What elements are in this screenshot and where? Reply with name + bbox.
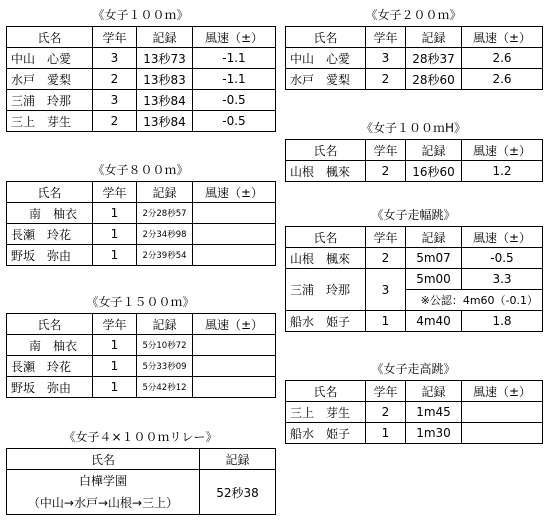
athlete-name: 南 柚衣 <box>7 335 93 356</box>
relay-members: （中山→水戸→山根→三上） <box>27 496 179 510</box>
athlete-grade: 1 <box>93 245 137 266</box>
header-grade: 学年 <box>366 381 406 402</box>
athlete-grade: 1 <box>366 423 406 444</box>
athlete-grade: 2 <box>366 402 406 423</box>
w200-section <box>285 7 543 90</box>
table-row <box>286 269 543 290</box>
table-row <box>7 90 276 111</box>
header-record: 記録 <box>406 227 462 248</box>
header-wind: 風速（±） <box>462 27 543 48</box>
header-row <box>286 27 543 48</box>
w800-title: 《女子８００ｍ》 <box>92 163 189 177</box>
table-row <box>7 111 276 132</box>
table-row <box>286 48 543 69</box>
header-row <box>7 449 276 470</box>
athlete-wind <box>193 335 276 356</box>
athlete-wind: 1.8 <box>462 311 543 332</box>
athlete-name: 南 柚衣 <box>7 203 93 224</box>
header-name: 氏名 <box>286 140 366 161</box>
header-grade: 学年 <box>93 182 137 203</box>
athlete-name: 水戸 愛梨 <box>7 69 93 90</box>
relay-team-cell <box>7 470 200 515</box>
header-row <box>286 227 543 248</box>
highjump-section <box>285 361 543 444</box>
athlete-name: 野坂 弥由 <box>7 245 93 266</box>
header-row <box>286 140 543 161</box>
athlete-record: 28秒37 <box>406 48 462 69</box>
athlete-wind: 2.6 <box>462 69 543 90</box>
w100-section <box>6 7 276 132</box>
athlete-record: 5分42秒12 <box>137 377 193 398</box>
header-row <box>286 381 543 402</box>
athlete-name: 三上 芽生 <box>7 111 93 132</box>
header-grade: 学年 <box>366 27 406 48</box>
athlete-record: 16秒60 <box>406 161 462 182</box>
table-row <box>7 377 276 398</box>
athlete-wind: -0.5 <box>462 248 543 269</box>
athlete-grade: 1 <box>93 377 137 398</box>
athlete-grade: 2 <box>366 248 406 269</box>
header-row <box>7 314 276 335</box>
athlete-name: 山根 楓來 <box>286 161 366 182</box>
athlete-wind <box>193 203 276 224</box>
athlete-record: 4m40 <box>406 311 462 332</box>
athlete-record: 13秒73 <box>137 48 193 69</box>
longjump-title: 《女子走幅跳》 <box>371 208 456 222</box>
table-row <box>7 48 276 69</box>
athlete-grade: 3 <box>366 269 406 311</box>
athlete-record: 2分28秒57 <box>137 203 193 224</box>
table-row <box>7 356 276 377</box>
header-name: 氏名 <box>286 27 366 48</box>
w1500-table <box>6 313 276 398</box>
header-name: 氏名 <box>7 27 93 48</box>
athlete-name: 長瀬 玲花 <box>7 224 93 245</box>
official-record-note: ※公認：4m60（-0.1） <box>406 290 543 311</box>
w100-table <box>6 26 276 132</box>
athlete-grade: 1 <box>93 356 137 377</box>
w100h-title: 《女子１００ｍH》 <box>360 121 467 135</box>
athlete-wind: -1.1 <box>193 48 276 69</box>
athlete-wind: -1.1 <box>193 69 276 90</box>
table-row <box>286 402 543 423</box>
athlete-wind <box>193 245 276 266</box>
header-name: 氏名 <box>7 449 200 470</box>
athlete-wind <box>462 402 543 423</box>
athlete-wind <box>193 356 276 377</box>
table-row <box>286 248 543 269</box>
header-name: 氏名 <box>286 381 366 402</box>
relay-section <box>6 429 276 515</box>
athlete-record: 28秒60 <box>406 69 462 90</box>
athlete-grade: 2 <box>366 161 406 182</box>
athlete-wind: 2.6 <box>462 48 543 69</box>
athlete-wind: -0.5 <box>193 90 276 111</box>
athlete-record: 2分34秒98 <box>137 224 193 245</box>
athlete-record: 1m30 <box>406 423 462 444</box>
athlete-name: 三浦 玲那 <box>7 90 93 111</box>
table-row <box>286 161 543 182</box>
athlete-name: 三上 芽生 <box>286 402 366 423</box>
header-row <box>7 182 276 203</box>
w1500-section <box>6 294 276 398</box>
athlete-grade: 2 <box>366 69 406 90</box>
table-row <box>286 311 543 332</box>
header-wind: 風速（±） <box>462 381 543 402</box>
table-row <box>7 69 276 90</box>
athlete-name: 中山 心愛 <box>7 48 93 69</box>
relay-record: 52秒38 <box>200 470 276 515</box>
athlete-name: 野坂 弥由 <box>7 377 93 398</box>
athlete-wind <box>193 377 276 398</box>
athlete-record: 5分33秒09 <box>137 356 193 377</box>
w200-table <box>285 26 543 90</box>
athlete-name: 水戸 愛梨 <box>286 69 366 90</box>
athlete-record: 5m00 <box>406 269 462 290</box>
header-name: 氏名 <box>7 182 93 203</box>
athlete-grade: 3 <box>366 48 406 69</box>
athlete-wind <box>462 423 543 444</box>
athlete-name: 三浦 玲那 <box>286 269 366 311</box>
header-wind: 風速（±） <box>193 314 276 335</box>
table-row <box>7 335 276 356</box>
athlete-grade: 2 <box>93 111 137 132</box>
w100-title: 《女子１００ｍ》 <box>92 8 189 22</box>
header-grade: 学年 <box>366 227 406 248</box>
w800-table <box>6 181 276 266</box>
header-wind: 風速（±） <box>193 27 276 48</box>
header-record: 記録 <box>137 27 193 48</box>
header-record: 記録 <box>406 140 462 161</box>
relay-title: 《女子４×１００ｍリレー》 <box>63 430 218 444</box>
table-row <box>286 69 543 90</box>
header-record: 記録 <box>200 449 276 470</box>
header-record: 記録 <box>137 182 193 203</box>
athlete-wind <box>193 224 276 245</box>
athlete-record: 13秒84 <box>137 90 193 111</box>
athlete-grade: 1 <box>93 335 137 356</box>
longjump-section <box>285 207 543 332</box>
athlete-wind: 1.2 <box>462 161 543 182</box>
table-row <box>7 245 276 266</box>
relay-team-name: 白樺学園 <box>78 474 127 488</box>
athlete-grade: 1 <box>93 224 137 245</box>
athlete-record: 5分10秒72 <box>137 335 193 356</box>
highjump-table <box>285 380 543 444</box>
athlete-name: 長瀬 玲花 <box>7 356 93 377</box>
athlete-grade: 3 <box>93 90 137 111</box>
athlete-name: 船水 姫子 <box>286 311 366 332</box>
w100h-table <box>285 139 543 182</box>
athlete-grade: 1 <box>93 203 137 224</box>
w800-section <box>6 162 276 266</box>
table-row <box>7 224 276 245</box>
table-row <box>286 423 543 444</box>
header-name: 氏名 <box>7 314 93 335</box>
header-grade: 学年 <box>93 27 137 48</box>
athlete-name: 中山 心愛 <box>286 48 366 69</box>
athlete-name: 船水 姫子 <box>286 423 366 444</box>
header-wind: 風速（±） <box>462 227 543 248</box>
header-grade: 学年 <box>93 314 137 335</box>
header-record: 記録 <box>406 27 462 48</box>
athlete-record: 2分39秒54 <box>137 245 193 266</box>
header-record: 記録 <box>137 314 193 335</box>
table-row <box>7 470 276 515</box>
w100h-section <box>285 120 543 182</box>
w1500-title: 《女子１５００ｍ》 <box>86 295 195 309</box>
relay-table <box>6 448 276 515</box>
athlete-wind: 3.3 <box>462 269 543 290</box>
header-name: 氏名 <box>286 227 366 248</box>
athlete-grade: 1 <box>366 311 406 332</box>
athlete-name: 山根 楓來 <box>286 248 366 269</box>
athlete-record: 13秒83 <box>137 69 193 90</box>
athlete-grade: 3 <box>93 48 137 69</box>
table-row <box>7 203 276 224</box>
header-row <box>7 27 276 48</box>
athlete-record: 5m07 <box>406 248 462 269</box>
header-wind: 風速（±） <box>193 182 276 203</box>
header-record: 記録 <box>406 381 462 402</box>
athlete-record: 13秒84 <box>137 111 193 132</box>
athlete-record: 1m45 <box>406 402 462 423</box>
header-wind: 風速（±） <box>462 140 543 161</box>
longjump-table <box>285 226 543 332</box>
athlete-wind: -0.5 <box>193 111 276 132</box>
highjump-title: 《女子走高跳》 <box>371 362 456 376</box>
athlete-grade: 2 <box>93 69 137 90</box>
header-grade: 学年 <box>366 140 406 161</box>
w200-title: 《女子２００ｍ》 <box>365 8 462 22</box>
